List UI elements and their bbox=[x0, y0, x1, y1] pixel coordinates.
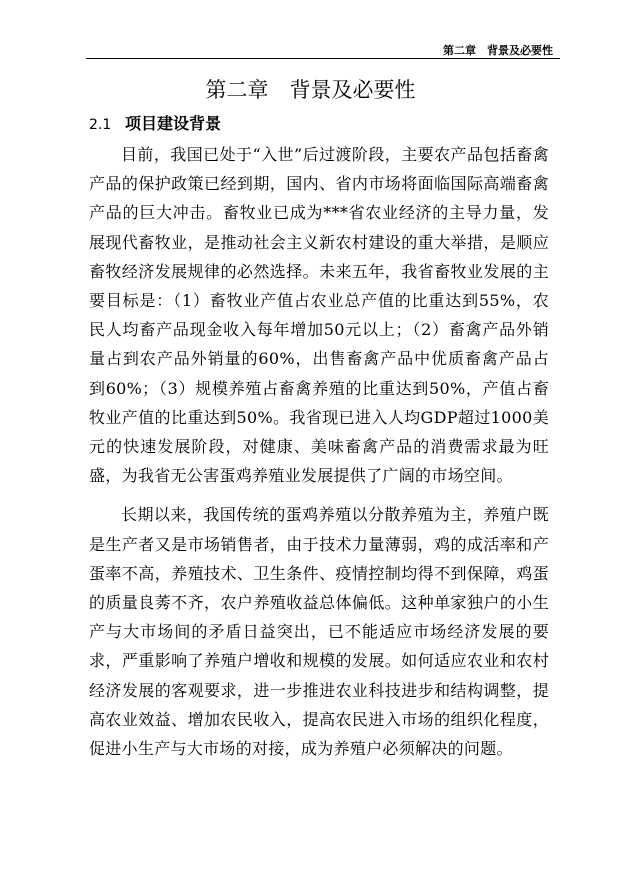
header-rule bbox=[86, 58, 560, 59]
body-text bbox=[89, 140, 549, 763]
running-header: 第二章 背景及必要性 bbox=[443, 44, 553, 57]
section-title: 项目建设背景 bbox=[125, 114, 222, 133]
paragraph-2: 长期以来，我国传统的蛋鸡养殖以分散养殖为主，养殖户既是生产者又是市场销售者，由于技术力量薄弱，鸡的成活率和产蛋率不高，养殖技术、卫生条件、疫情控制均得不到保障，鸡蛋的质量良莠不齐，农户养殖收益总体偏低。这种单家独户的小生产与大市场间的矛盾日益突出，已不能适应市场经济发展的要求，严重影响了养殖户增收和规模的发展。如何适应农业和农村经济发展的客观要求，进一步推进农业科技进步和结构调整，提高农业效益、增加农民收入，提高农民进入市场的组织化程度，促进小生产与大市场的对接，成为养殖户必须解决的问题。 bbox=[89, 505, 549, 759]
paragraph-1: 目前，我国已处于“入世”后过渡阶段，主要农产品包括畜禽产品的保护政策已经到期，国内、省内市场将面临国际高端畜禽产品的巨大冲击。畜牧业已成为***省农业经济的主导力量，发展现代畜牧业，是推动社会主义新农村建设的重大举措，是顺应畜牧经济发展规律的必然选择。未来五年，我省畜牧业发展的主要目标是：（1）畜牧业产值占农业总产值的比重达到55%，农民人均畜产品现金收入每年增加50元以上；（2）畜禽产品外销量占到农产品外销量的60%，出售畜禽产品中优质畜禽产品占到60%；（3）规模养殖占畜禽养殖的比重达到50%，产值占畜牧业产值的比重达到50%。我省现已进入人均GDP超过1000美元的快速发展阶段，对健康、美味畜禽产品的消费需求最为旺盛，为我省无公害蛋鸡养殖业发展提供了广阔的市场空间。 bbox=[89, 145, 549, 486]
section-number: 2.1 bbox=[89, 117, 112, 133]
section-heading bbox=[89, 111, 221, 134]
chapter-title: 第二章 背景及必要性 bbox=[205, 78, 416, 102]
